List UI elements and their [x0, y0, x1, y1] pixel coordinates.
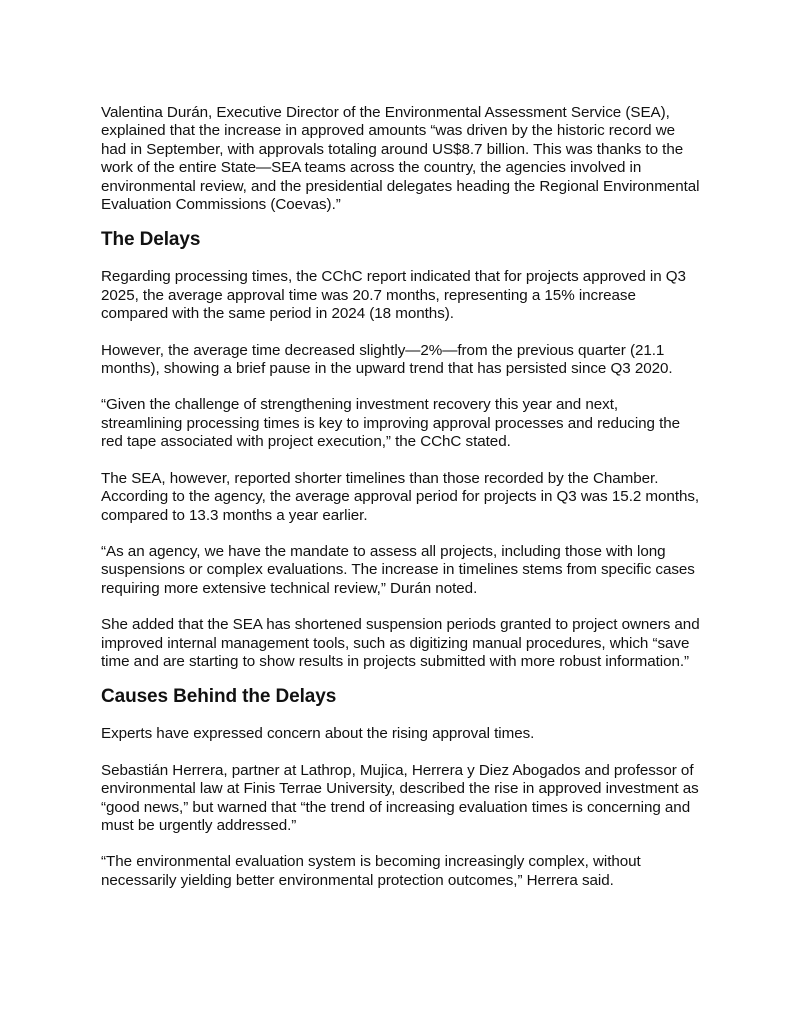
section-heading-causes-behind-the-delays: Causes Behind the Delays [101, 686, 337, 708]
intro-paragraph: Valentina Durán, Executive Director of the Environmental Assessment Service (SEA), explained that the increase in approved amounts “was driven by the historic record we had in September, with approvals totaling around US$8.7 billion. This was thanks to the work of the entire State—SEA teams across the country, the agencies involved in environmental review, and the presidential delegates heading the Regional Environmental Evaluation Commissions (Coevas).” [101, 104, 700, 214]
article-body [101, 104, 701, 908]
paragraph: Regarding processing times, the CChC report indicated that for projects approved in Q3 2025, the average approval time was 20.7 months, representing a 15% increase compared with the same period in 2024 (18 months). [101, 268, 686, 323]
paragraph: “As an agency, we have the mandate to assess all projects, including those with long suspensions or complex evaluations. The increase in timelines stems from specific cases requiring more extensive technical review,” Durán noted. [101, 542, 695, 597]
paragraph: Experts have expressed concern about the rising approval times. [101, 725, 535, 743]
paragraph: “The environmental evaluation system is becoming increasingly complex, without necessarily yielding better environmental protection outcomes,” Herrera said. [101, 853, 641, 889]
paragraph: However, the average time decreased slightly—2%—from the previous quarter (21.1 months), showing a brief pause in the upward trend that has persisted since Q3 2020. [101, 341, 673, 378]
section-the-delays [101, 228, 701, 671]
section-heading-the-delays: The Delays [101, 229, 201, 251]
section-causes-behind-the-delays [101, 685, 701, 890]
paragraph: The SEA, however, reported shorter timelines than those recorded by the Chamber. According to the agency, the average approval period for projects in Q3 was 15.2 months, compared to 13.3 months a year earlier. [101, 469, 700, 524]
paragraph: Sebastián Herrera, partner at Lathrop, Mujica, Herrera y Diez Abogados and professor of environmental law at Finis Terrae University, described the rise in approved investment as “good news,” but warned that “the trend of increasing evaluation times is concerning and must be urgently addressed.” [101, 761, 699, 834]
paragraph: “Given the challenge of strengthening investment recovery this year and next, streamlining processing times is key to improving approval processes and reducing the red tape associated with project execution,” the CChC stated. [101, 396, 681, 451]
paragraph: She added that the SEA has shortened suspension periods granted to project owners and improved internal management tools, such as digitizing manual procedures, which “save time and are starting to show results in projects submitted with more robust information.” [101, 616, 700, 670]
